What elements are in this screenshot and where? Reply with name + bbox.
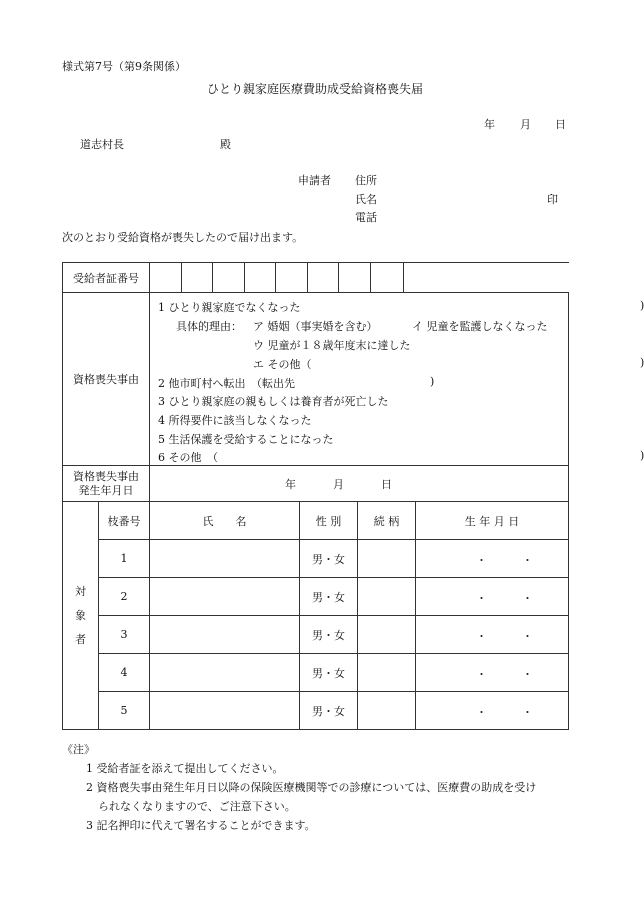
phone-label: 電話 — [355, 211, 377, 224]
recipient-name: 道志村長 — [80, 138, 124, 151]
note-item: 2 資格喪失事由発生年月日以降の保険医療機関等での診療については、医療費の助成を受け — [86, 781, 537, 794]
birth-cell[interactable] — [416, 578, 569, 616]
note-item: 1 受給者証を添えて提出してください。 — [86, 762, 284, 775]
name-cell[interactable] — [150, 654, 300, 692]
relation-cell[interactable] — [358, 540, 416, 578]
table-row — [63, 654, 569, 692]
cert-number-boxes — [150, 263, 569, 293]
loss-date-label-line2: 発生年月日 — [78, 483, 134, 497]
reason-3: 3 ひとり親家庭の親もしくは養育者が死亡した — [158, 395, 389, 408]
name-cell[interactable] — [150, 578, 300, 616]
relation-cell[interactable] — [358, 578, 416, 616]
loss-reason-cell — [150, 293, 644, 466]
row-number: 2 — [99, 578, 150, 616]
cert-digit-divider — [275, 262, 276, 293]
loss-date-label — [63, 466, 150, 502]
birth-cell[interactable] — [416, 692, 569, 730]
subjects-char: 象 — [75, 608, 86, 622]
col-branch-header: 枝番号 — [99, 502, 150, 540]
birth-cell[interactable] — [416, 616, 569, 654]
reason-detail-label: 具体的理由： — [176, 320, 242, 333]
table-row — [63, 692, 569, 730]
sex-cell[interactable]: 男・女 — [300, 654, 358, 692]
reason-1d-close: ) — [640, 356, 644, 369]
loss-table — [62, 262, 644, 502]
cert-number-label: 受給者証番号 — [63, 263, 150, 293]
reason-5: 5 生活保護を受給することになった — [158, 433, 334, 446]
date-year-label: 年 — [484, 118, 495, 131]
name-cell[interactable] — [150, 540, 300, 578]
birth-dot: ・ — [476, 630, 487, 643]
notes-heading: 《注》 — [62, 743, 95, 756]
reason-1-close: ) — [640, 299, 644, 312]
name-cell[interactable] — [150, 692, 300, 730]
row-number: 1 — [99, 540, 150, 578]
form-title: ひとり親家庭医療費助成受給資格喪失届 — [207, 82, 424, 96]
statement-text: 次のとおり受給資格が喪失したので届け出ます。 — [62, 231, 304, 244]
birth-dot: ・ — [522, 706, 533, 719]
note-item-continued: られなくなりますので、ご注意下さい。 — [98, 800, 296, 813]
subjects-char: 者 — [75, 632, 86, 646]
date-month-label: 月 — [520, 118, 531, 131]
subjects-label — [63, 502, 99, 730]
row-number: 3 — [99, 616, 150, 654]
name-label: 氏名 — [355, 193, 377, 206]
relation-cell[interactable] — [358, 616, 416, 654]
row-number: 4 — [99, 654, 150, 692]
birth-dot: ・ — [522, 668, 533, 681]
sex-cell[interactable]: 男・女 — [300, 578, 358, 616]
cert-digit-divider — [212, 262, 213, 293]
reason-1c: ウ 児童が１８歳年度末に達した — [253, 339, 411, 352]
cert-digit-divider — [181, 262, 182, 293]
reason-6-close: ) — [640, 449, 644, 462]
subjects-char: 対 — [75, 584, 86, 598]
sex-cell[interactable]: 男・女 — [300, 692, 358, 730]
loss-date-cell — [150, 466, 569, 502]
reason-1d: エ その他（ — [253, 358, 312, 371]
reason-1: 1 ひとり親家庭でなくなった — [158, 301, 301, 314]
address-label: 住所 — [355, 174, 377, 187]
applicant-label: 申請者 — [298, 174, 331, 187]
table-row — [63, 578, 569, 616]
birth-dot: ・ — [522, 630, 533, 643]
name-cell[interactable] — [150, 616, 300, 654]
reason-1b: イ 児童を監護しなくなった — [412, 320, 548, 333]
loss-date-year: 年 — [285, 478, 296, 491]
col-name-header: 氏 名 — [150, 502, 300, 540]
cert-digit-divider — [244, 262, 245, 293]
note-item: 3 記名押印に代えて署名することができます。 — [86, 819, 316, 832]
relation-cell[interactable] — [358, 692, 416, 730]
birth-cell[interactable] — [416, 540, 569, 578]
reason-1a: ア 婚姻（事実婚を含む） — [253, 320, 378, 333]
birth-dot: ・ — [476, 592, 487, 605]
loss-reason-label: 資格喪失事由 — [63, 293, 150, 466]
col-relation-header: 続 柄 — [358, 502, 416, 540]
reason-2-close: ) — [430, 375, 435, 388]
notes-section — [62, 740, 536, 835]
seal-label: 印 — [547, 193, 558, 206]
reason-6: 6 その他 （ — [158, 451, 218, 464]
date-day-label: 日 — [555, 118, 566, 131]
loss-date-day: 日 — [381, 478, 392, 491]
cert-digit-divider — [307, 262, 308, 293]
cert-digit-divider — [338, 262, 339, 293]
cert-digit-divider — [370, 262, 371, 293]
loss-date-month: 月 — [333, 478, 344, 491]
honorific: 殿 — [220, 138, 231, 151]
col-birth-header: 生 年 月 日 — [416, 502, 569, 540]
birth-cell[interactable] — [416, 654, 569, 692]
birth-dot: ・ — [476, 668, 487, 681]
birth-dot: ・ — [476, 706, 487, 719]
birth-dot: ・ — [522, 554, 533, 567]
sex-cell[interactable]: 男・女 — [300, 540, 358, 578]
relation-cell[interactable] — [358, 654, 416, 692]
reason-2: 2 他市町村へ転出 （転出先 — [158, 377, 295, 390]
subjects-table — [62, 501, 569, 730]
birth-dot: ・ — [476, 554, 487, 567]
table-row — [63, 540, 569, 578]
loss-date-label-line1: 資格喪失事由 — [73, 469, 139, 483]
table-row — [63, 616, 569, 654]
reason-4: 4 所得要件に該当しなくなった — [158, 414, 312, 427]
col-sex-header: 性 別 — [300, 502, 358, 540]
row-number: 5 — [99, 692, 150, 730]
birth-dot: ・ — [522, 592, 533, 605]
form-number: 様式第7号（第9条関係） — [62, 60, 186, 73]
sex-cell[interactable]: 男・女 — [300, 616, 358, 654]
